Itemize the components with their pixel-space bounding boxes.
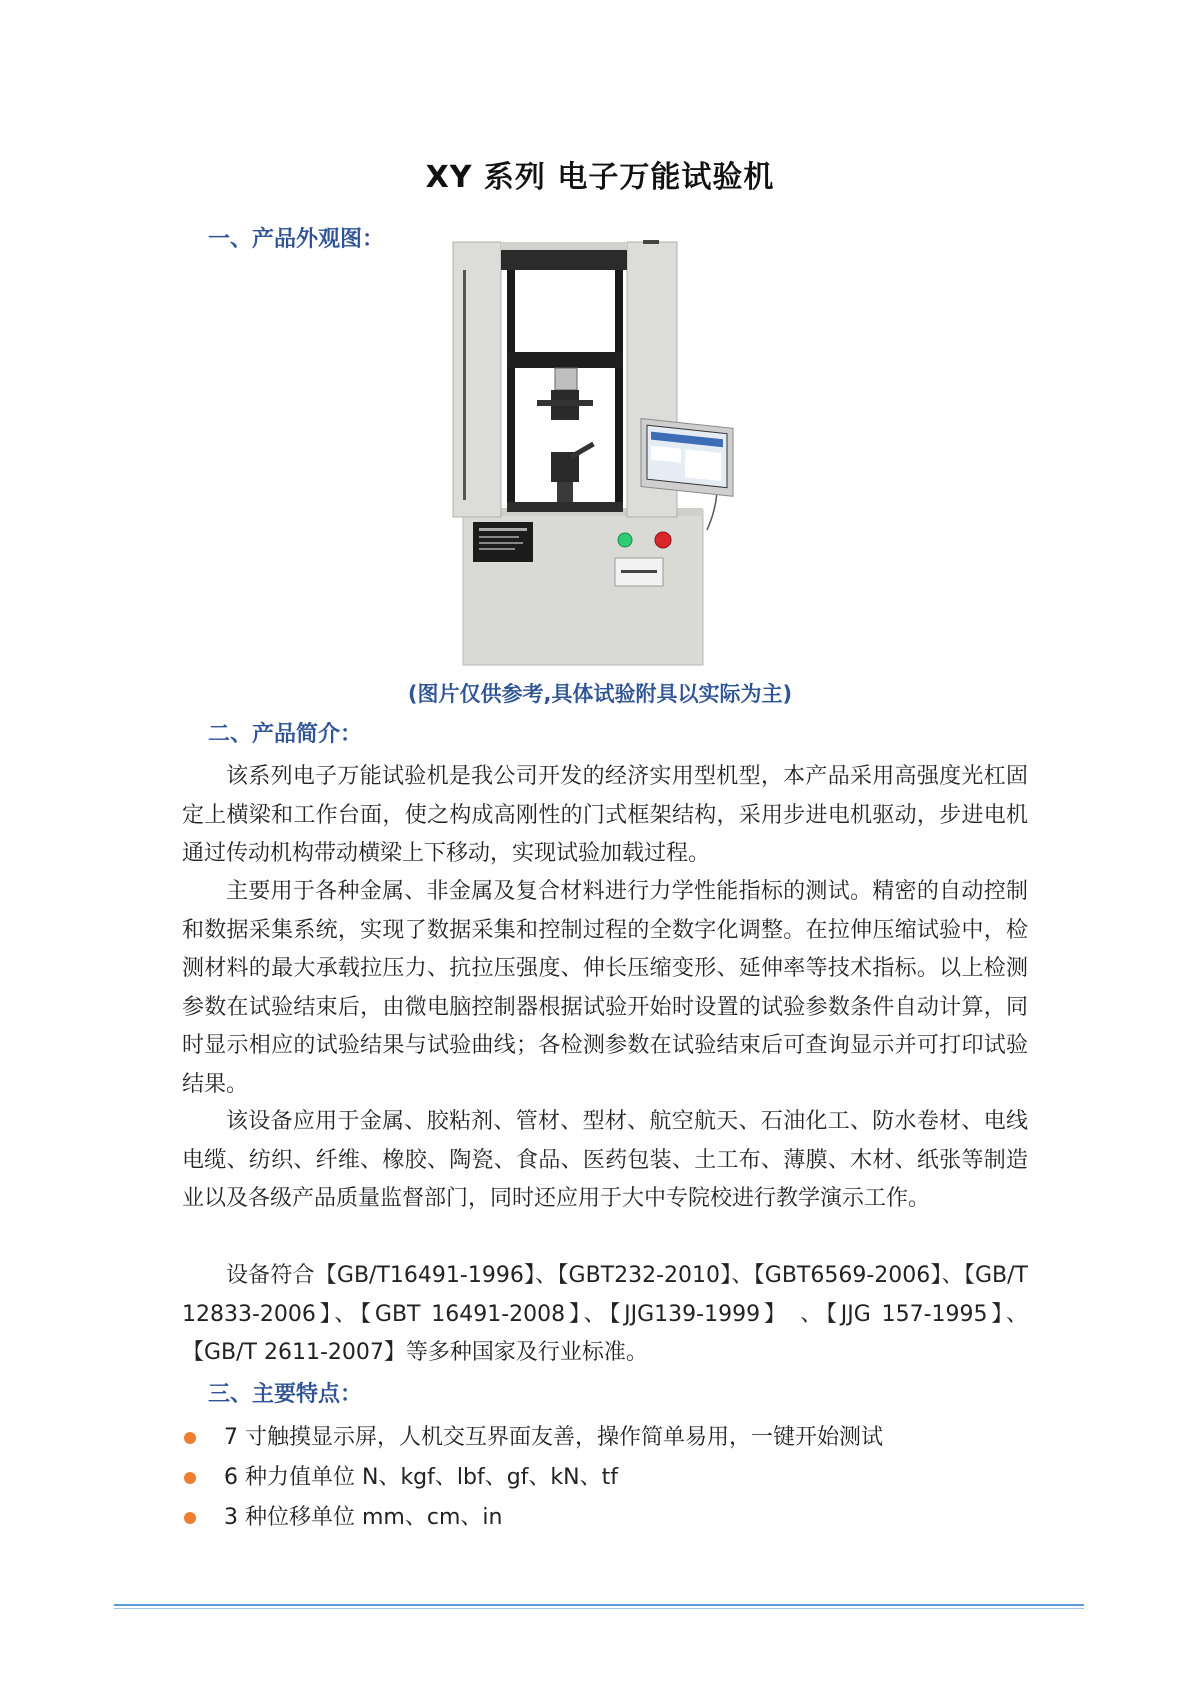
- intro-paragraph: [182, 1103, 1028, 1219]
- intro-paragraph: [182, 758, 1028, 874]
- document-title: XY 系列 电子万能试验机: [425, 160, 775, 195]
- bullet-dot-icon: [184, 1472, 196, 1484]
- feature-item: [182, 1418, 1028, 1458]
- image-caption: (图片仅供参考,具体试验附具以实际为主): [407, 682, 793, 706]
- footer-divider: [114, 1604, 1084, 1606]
- footer-divider-secondary: [114, 1608, 1084, 1609]
- section-heading-intro: 二、产品简介：: [208, 722, 363, 747]
- standards-paragraph: [182, 1257, 1028, 1373]
- intro-paragraph-text: 该设备应用于金属、胶粘剂、管材、型材、航空航天、石油化工、防水卷材、电线电缆、纺织、纤维、橡胶、陶瓷、食品、医药包装、土工布、薄膜、木材、纸张等制造业以及各级产品质量监督部门，同时还应用于大中专院校进行教学演示工作。: [182, 1109, 1028, 1211]
- feature-item: [182, 1458, 1028, 1498]
- intro-paragraph: [182, 873, 1028, 1104]
- features-list: [182, 1418, 1028, 1538]
- section-heading-features: 三、主要特点：: [208, 1382, 363, 1407]
- bullet-dot-icon: [184, 1512, 196, 1524]
- intro-paragraph-text: 该系列电子万能试验机是我公司开发的经济实用型机型，本产品采用高强度光杠固定上横梁和工作台面，使之构成高刚性的门式框架结构，采用步进电机驱动，步进电机通过传动机构带动横梁上下移动，实现试验加载过程。: [182, 764, 1028, 866]
- bullet-dot-icon: [184, 1432, 196, 1444]
- feature-text: 3 种位移单位 mm、cm、in: [224, 1505, 503, 1530]
- feature-item: [182, 1498, 1028, 1538]
- feature-text: 6 种力值单位 N、kgf、lbf、gf、kN、tf: [224, 1465, 618, 1490]
- section-heading-appearance: 一、产品外观图：: [208, 227, 385, 252]
- feature-text: 7 寸触摸显示屏，人机交互界面友善，操作简单易用，一键开始测试: [224, 1425, 883, 1450]
- product-photo: [445, 240, 785, 670]
- standards-paragraph-text: 设备符合【GB/T16491-1996】、【GBT232-2010】、【GBT6569-2006】、【GB/T 12833-2006】、【GBT 16491-2008】、【JJG139-1999】 、【JJG 157-1995】、【GB/T 2611-2007】等多种国家及行业标准。: [182, 1263, 1028, 1365]
- intro-paragraph-text: 主要用于各种金属、非金属及复合材料进行力学性能指标的测试。精密的自动控制和数据采集系统，实现了数据采集和控制过程的全数字化调整。在拉伸压缩试验中，检测材料的最大承载拉压力、抗拉压强度、伸长压缩变形、延伸率等技术指标。以上检测参数在试验结束后，由微电脑控制器根据试验开始时设置的试验参数条件自动计算，同时显示相应的试验结果与试验曲线；各检测参数在试验结束后可查询显示并可打印试验结果。: [182, 879, 1028, 1097]
